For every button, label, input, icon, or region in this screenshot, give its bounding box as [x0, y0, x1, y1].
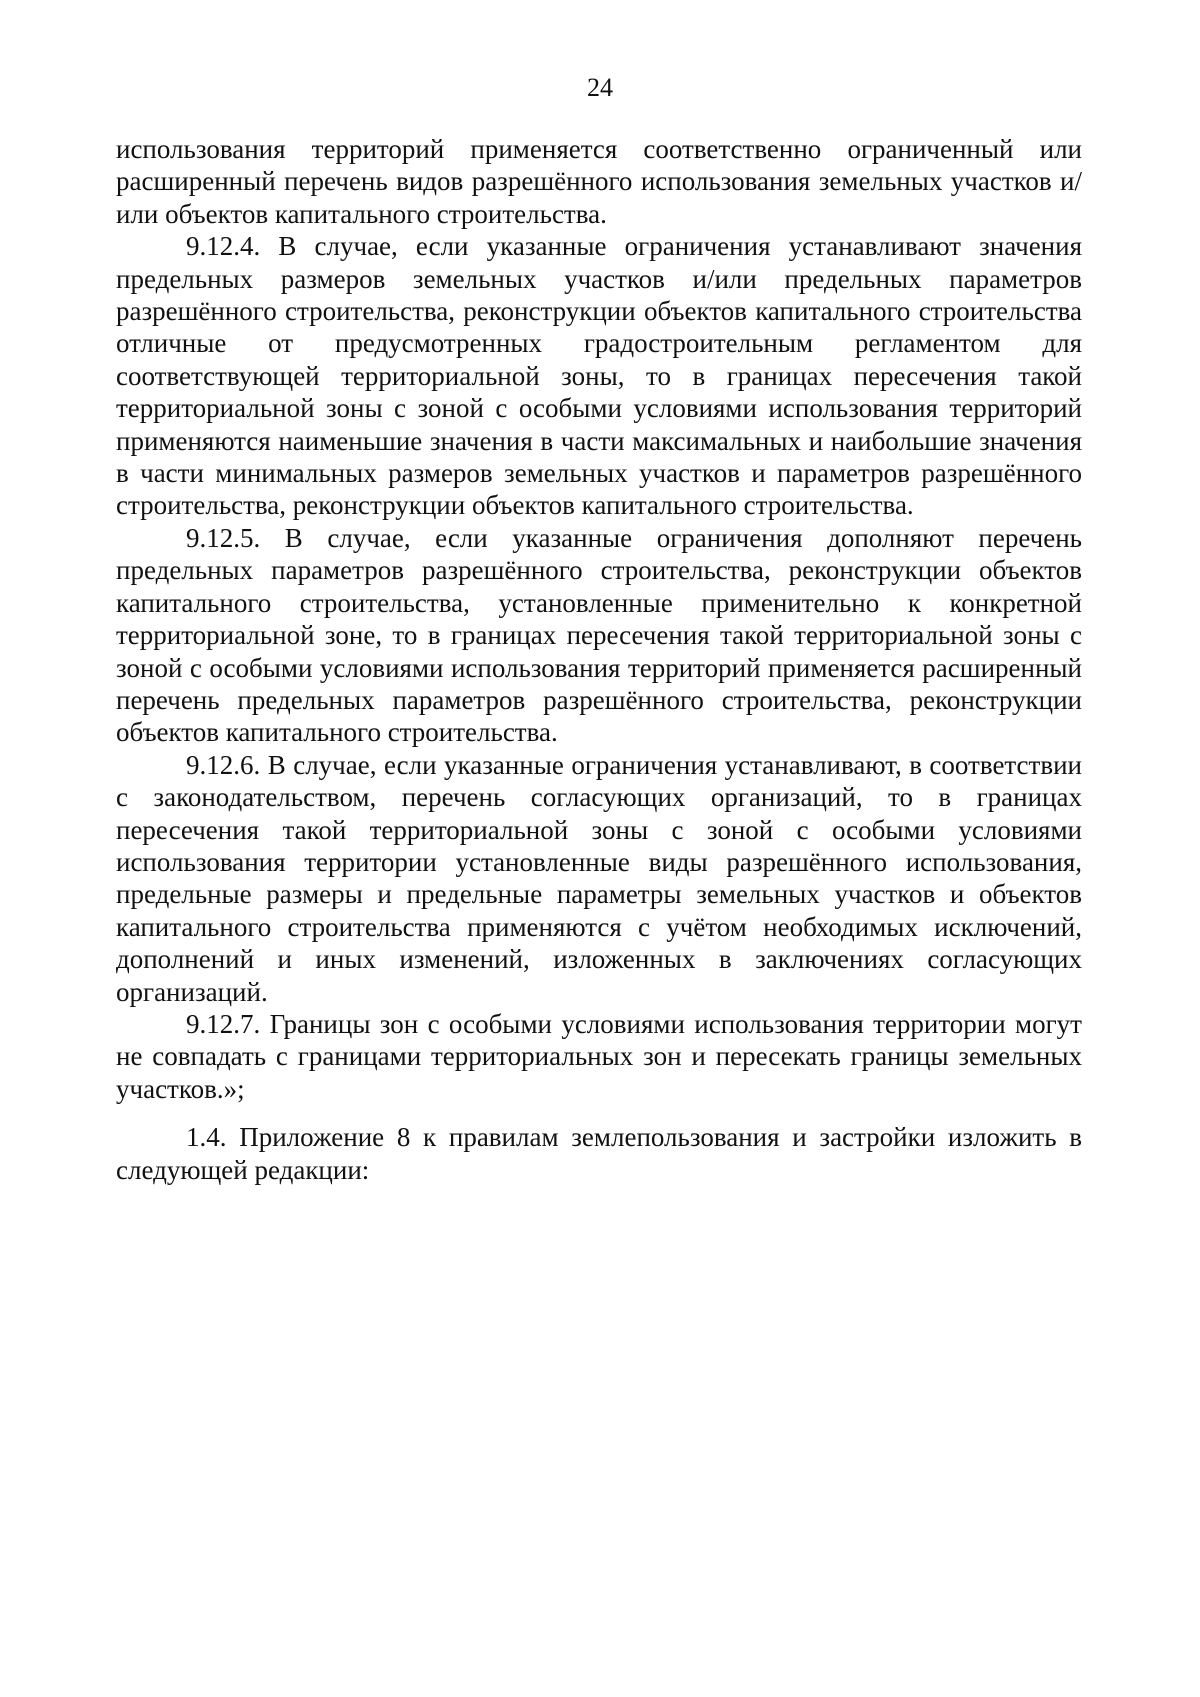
- page-number: 24: [587, 73, 613, 102]
- paragraph-9-12-7: 9.12.7. Границы зон с особыми условиями использования территории могут не совпадать с границами территориальных зон и пересекать границы земельных участков.»;: [116, 1008, 1082, 1104]
- document-body: [116, 133, 1082, 1186]
- paragraph-9-12-4: 9.12.4. В случае, если указанные ограничения устанавливают значения предельных размеров земельных участков и/или предельных параметров разрешённого строительства, реконструкции объектов капитального строительства отличные от предусмотренных градостроительным регламентом для соответствующей территориальной зоны, то в границах пересечения такой территориальной зоны с зоной с особыми условиями использования территорий применяются наименьшие значения в части максимальных и наибольшие значения в части минимальных размеров земельных участков и параметров разрешённого строительства, реконструкции объектов капитального строительства.: [116, 231, 1082, 521]
- paragraph-9-12-5: 9.12.5. В случае, если указанные ограничения дополняют перечень предельных параметров разрешённого строительства, реконструкции объектов капитального строительства, установленные применительно к конкретной территориальной зоне, то в границах пересечения такой территориальной зоны с зоной с особыми условиями использования территорий применяется расширенный перечень предельных параметров разрешённого строительства, реконструкции объектов капитального строительства.: [116, 522, 1082, 748]
- paragraph-9-12-6: 9.12.6. В случае, если указанные ограничения устанавливают, в соответствии с законодательством, перечень согласующих организаций, то в границах пересечения такой территориальной зоны с зоной с особыми условиями использования территории установленные виды разрешённого использования, предельные размеры и предельные параметры земельных участков и объектов капитального строительства применяются с учётом необходимых исключений, дополнений и иных изменений, изложенных в заключениях согласующих организаций.: [116, 749, 1082, 1007]
- paragraph-1-4: 1.4. Приложение 8 к правилам землепользования и застройки изложить в следующей редакции:: [116, 1122, 1082, 1185]
- paragraph-continuation: использования территорий применяется соответственно ограниченный или расширенный перечень видов разрешённого использования земельных участков и/или объектов капитального строительства.: [116, 134, 1082, 229]
